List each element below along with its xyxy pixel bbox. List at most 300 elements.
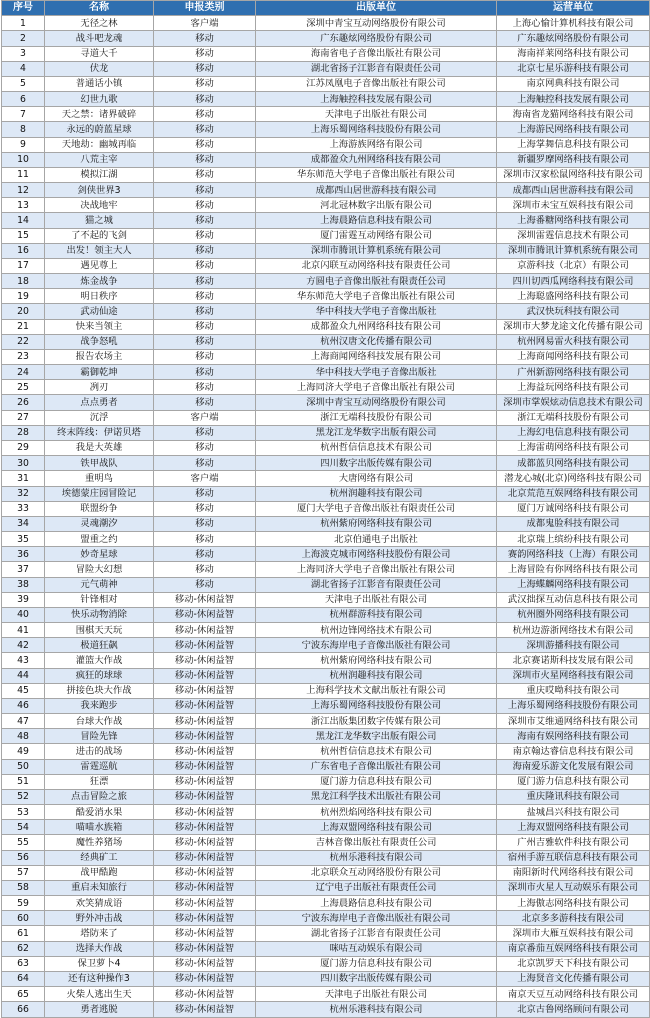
cell-publisher: 北京闪联互动网络科技有限责任公司 (256, 258, 497, 273)
cell-publisher: 广东省电子音像出版社有限公司 (256, 759, 497, 774)
cell-category: 移动 (154, 456, 256, 471)
cell-publisher: 天津电子出版社有限公司 (256, 107, 497, 122)
cell-index: 19 (2, 289, 45, 304)
cell-name: 剑侠世界3 (45, 183, 154, 198)
cell-index: 30 (2, 456, 45, 471)
cell-category: 移动 (154, 258, 256, 273)
cell-name: 伏龙 (45, 61, 154, 76)
cell-name: 出发！领主大人 (45, 243, 154, 258)
cell-index: 18 (2, 274, 45, 289)
cell-name: 决战地牢 (45, 198, 154, 213)
table-row (2, 137, 650, 152)
cell-name: 战争怒吼 (45, 334, 154, 349)
table-row (2, 668, 650, 683)
table-row (2, 319, 650, 334)
cell-index: 15 (2, 228, 45, 243)
cell-name: 永远的蔚蓝星球 (45, 122, 154, 137)
table-row (2, 683, 650, 698)
cell-name: 元气萌神 (45, 577, 154, 592)
cell-index: 62 (2, 941, 45, 956)
cell-index: 48 (2, 729, 45, 744)
cell-operator: 四川切西瓜网络科技有限公司 (497, 274, 650, 289)
cell-operator: 北京七星乐游科技有限公司 (497, 61, 650, 76)
cell-index: 47 (2, 714, 45, 729)
cell-category: 移动-休闲益智 (154, 668, 256, 683)
cell-operator: 南京天豆互动网络科技有限公司 (497, 987, 650, 1002)
cell-publisher: 杭州哲信信息技术有限公司 (256, 440, 497, 455)
cell-index: 55 (2, 835, 45, 850)
cell-publisher: 广东趣炫网络股份有限公司 (256, 31, 497, 46)
table-row (2, 987, 650, 1002)
cell-category: 移动-休闲益智 (154, 926, 256, 941)
cell-category: 移动-休闲益智 (154, 744, 256, 759)
cell-publisher: 华东师范大学电子音像出版社有限公司 (256, 289, 497, 304)
cell-publisher: 黑龙江龙华数字出版有限公司 (256, 425, 497, 440)
cell-publisher: 上海晨路信息科技有限公司 (256, 896, 497, 911)
cell-operator: 潜龙心城(北京)网络科技有限公司 (497, 471, 650, 486)
cell-publisher: 杭州哲信信息技术有限公司 (256, 744, 497, 759)
cell-name: 喵喵水族箱 (45, 820, 154, 835)
table-row (2, 577, 650, 592)
cell-index: 36 (2, 547, 45, 562)
table-row (2, 714, 650, 729)
cell-name: 霸御乾坤 (45, 365, 154, 380)
cell-publisher: 上海商闻网络科技发展有限公司 (256, 349, 497, 364)
cell-publisher: 深圳中青宝互动网络股份有限公司 (256, 395, 497, 410)
table-row (2, 698, 650, 713)
cell-index: 11 (2, 167, 45, 182)
cell-category: 移动-休闲益智 (154, 1002, 256, 1017)
cell-name: 埃德蒙庄园冒险记 (45, 486, 154, 501)
cell-category: 移动-休闲益智 (154, 607, 256, 622)
cell-operator: 海南省龙猫网络科技有限公司 (497, 107, 650, 122)
cell-publisher: 成都盈众九州网络科技有限公司 (256, 319, 497, 334)
cell-category: 移动 (154, 213, 256, 228)
cell-operator: 上海游民网络科技有限公司 (497, 122, 650, 137)
cell-operator: 南京翰达睿信息科技有限公司 (497, 744, 650, 759)
cell-publisher: 黑龙江龙华数字出版有限公司 (256, 729, 497, 744)
cell-operator: 新疆罗摩网络科技有限公司 (497, 152, 650, 167)
cell-operator: 北京荒范互娱网络科技有限公司 (497, 486, 650, 501)
cell-name: 魔性养猪场 (45, 835, 154, 850)
cell-publisher: 华中科技大学电子音像出版社 (256, 304, 497, 319)
cell-operator: 上海幻电信息科技有限公司 (497, 425, 650, 440)
cell-index: 45 (2, 683, 45, 698)
cell-index: 44 (2, 668, 45, 683)
cell-name: 台球大作战 (45, 714, 154, 729)
cell-category: 移动 (154, 137, 256, 152)
cell-operator: 北京多多游科技有限公司 (497, 911, 650, 926)
cell-index: 63 (2, 956, 45, 971)
header-operator: 运营单位 (497, 1, 650, 16)
table-row (2, 729, 650, 744)
header-category: 申报类别 (154, 1, 256, 16)
table-row (2, 941, 650, 956)
cell-category: 移动 (154, 440, 256, 455)
cell-category: 移动 (154, 289, 256, 304)
cell-category: 移动 (154, 183, 256, 198)
cell-category: 移动 (154, 243, 256, 258)
cell-publisher: 杭州群游科技有限公司 (256, 607, 497, 622)
cell-category: 移动 (154, 516, 256, 531)
cell-operator: 武汉快玩科技有限公司 (497, 304, 650, 319)
cell-publisher: 厦门游力信息科技有限公司 (256, 956, 497, 971)
cell-category: 移动 (154, 92, 256, 107)
cell-index: 40 (2, 607, 45, 622)
cell-category: 移动 (154, 319, 256, 334)
cell-publisher: 上海同济大学电子音像出版社有限公司 (256, 562, 497, 577)
table-row (2, 592, 650, 607)
cell-operator: 深圳雷霆信息技术有限公司 (497, 228, 650, 243)
cell-publisher: 华东师范大学电子音像出版社有限公司 (256, 167, 497, 182)
cell-category: 移动-休闲益智 (154, 789, 256, 804)
cell-operator: 武汉拙探互动信息科技有限公司 (497, 592, 650, 607)
cell-category: 移动-休闲益智 (154, 653, 256, 668)
cell-index: 13 (2, 198, 45, 213)
cell-category: 移动-休闲益智 (154, 972, 256, 987)
cell-index: 23 (2, 349, 45, 364)
cell-category: 移动 (154, 334, 256, 349)
cell-index: 64 (2, 972, 45, 987)
cell-index: 26 (2, 395, 45, 410)
cell-category: 移动 (154, 380, 256, 395)
cell-publisher: 宁波东海岸电子音像出版社有限公司 (256, 638, 497, 653)
table-row (2, 896, 650, 911)
cell-publisher: 四川数字出版传媒有限公司 (256, 972, 497, 987)
cell-publisher: 深圳市腾讯计算机系统有限公司 (256, 243, 497, 258)
cell-publisher: 海南省电子音像出版社有限公司 (256, 46, 497, 61)
table-row (2, 349, 650, 364)
cell-name: 保卫萝卜4 (45, 956, 154, 971)
cell-index: 39 (2, 592, 45, 607)
cell-index: 58 (2, 880, 45, 895)
cell-name: 终末阵线：伊诺贝塔 (45, 425, 154, 440)
cell-operator: 深圳市艾维通网络科技有限公司 (497, 714, 650, 729)
cell-operator: 深圳市腾讯计算机系统有限公司 (497, 243, 650, 258)
cell-publisher: 杭州乐港科技有限公司 (256, 850, 497, 865)
cell-category: 移动-休闲益智 (154, 638, 256, 653)
cell-publisher: 湖北省扬子江影音有限责任公司 (256, 61, 497, 76)
cell-category: 移动 (154, 486, 256, 501)
table-row (2, 213, 650, 228)
cell-publisher: 黑龙江科学技术出版社有限公司 (256, 789, 497, 804)
cell-name: 选择大作战 (45, 941, 154, 956)
cell-category: 移动-休闲益智 (154, 698, 256, 713)
cell-index: 24 (2, 365, 45, 380)
cell-category: 移动 (154, 532, 256, 547)
cell-index: 46 (2, 698, 45, 713)
header-name: 名称 (45, 1, 154, 16)
cell-operator: 重庆隆讯科技有限公司 (497, 789, 650, 804)
cell-name: 猫之城 (45, 213, 154, 228)
cell-index: 2 (2, 31, 45, 46)
cell-name: 天之禁：诸界破碎 (45, 107, 154, 122)
cell-index: 20 (2, 304, 45, 319)
cell-category: 移动 (154, 122, 256, 137)
cell-index: 25 (2, 380, 45, 395)
cell-operator: 广州新游网络科技有限公司 (497, 365, 650, 380)
cell-operator: 宿州手游互联信息科技有限公司 (497, 850, 650, 865)
table-row (2, 304, 650, 319)
cell-publisher: 河北冠林数字出版有限公司 (256, 198, 497, 213)
cell-publisher: 上海双盟网络科技有限公司 (256, 820, 497, 835)
cell-category: 移动-休闲益智 (154, 683, 256, 698)
cell-publisher: 杭州边锋网络技术有限公司 (256, 623, 497, 638)
cell-name: 幻世九歌 (45, 92, 154, 107)
cell-operator: 京游科技（北京）有限公司 (497, 258, 650, 273)
cell-index: 4 (2, 61, 45, 76)
cell-publisher: 杭州紫府网络科技有限公司 (256, 516, 497, 531)
cell-operator: 成都西山居世游科技有限公司 (497, 183, 650, 198)
cell-index: 9 (2, 137, 45, 152)
cell-operator: 南阳新时代网络科技有限公司 (497, 865, 650, 880)
cell-name: 拼接色块大作战 (45, 683, 154, 698)
table-row (2, 805, 650, 820)
table-row (2, 152, 650, 167)
cell-name: 灵魂潮汐 (45, 516, 154, 531)
header-publisher: 出版单位 (256, 1, 497, 16)
cell-category: 移动 (154, 46, 256, 61)
cell-publisher: 浙江出版集团数字传媒有限公司 (256, 714, 497, 729)
table-row (2, 759, 650, 774)
cell-publisher: 成都西山居世游科技有限公司 (256, 183, 497, 198)
cell-name: 明日秩序 (45, 289, 154, 304)
cell-index: 33 (2, 501, 45, 516)
table-row (2, 653, 650, 668)
cell-name: 冽刃 (45, 380, 154, 395)
table-row (2, 440, 650, 455)
table-row (2, 107, 650, 122)
cell-operator: 上海掌舞信息科技有限公司 (497, 137, 650, 152)
cell-name: 无径之林 (45, 16, 154, 31)
cell-operator: 上海贤音文化传播有限公司 (497, 972, 650, 987)
cell-operator: 上海傲志网络科技有限公司 (497, 896, 650, 911)
cell-index: 51 (2, 774, 45, 789)
cell-category: 移动-休闲益智 (154, 623, 256, 638)
table-row (2, 562, 650, 577)
cell-operator: 上海心愉计算机科技有限公司 (497, 16, 650, 31)
cell-operator: 上海雷萌网络科技有限公司 (497, 440, 650, 455)
cell-category: 移动-休闲益智 (154, 896, 256, 911)
cell-category: 移动-休闲益智 (154, 880, 256, 895)
cell-publisher: 大唐网络有限公司 (256, 471, 497, 486)
cell-operator: 浙江无端科技股份有限公司 (497, 410, 650, 425)
cell-publisher: 上海乐蜀网络科技股份有限公司 (256, 698, 497, 713)
cell-publisher: 杭州紫府网络科技有限公司 (256, 653, 497, 668)
cell-name: 冒险先锋 (45, 729, 154, 744)
cell-category: 移动 (154, 107, 256, 122)
cell-publisher: 上海游族网络有限公司 (256, 137, 497, 152)
cell-name: 普通话小镇 (45, 76, 154, 91)
cell-category: 移动 (154, 395, 256, 410)
cell-name: 酷爱消水果 (45, 805, 154, 820)
table-row (2, 167, 650, 182)
cell-name: 报告农场主 (45, 349, 154, 364)
cell-operator: 广州吉雅软件科技有限公司 (497, 835, 650, 850)
cell-index: 14 (2, 213, 45, 228)
cell-publisher: 深圳中青宝互动网络股份有限公司 (256, 16, 497, 31)
cell-name: 联盟纷争 (45, 501, 154, 516)
cell-operator: 北京瑞上缤纷科技有限公司 (497, 532, 650, 547)
table-row (2, 243, 650, 258)
cell-operator: 海南祥莱网络科技有限公司 (497, 46, 650, 61)
table-row (2, 532, 650, 547)
cell-name: 火柴人逃出生天 (45, 987, 154, 1002)
cell-operator: 南京番茄互娱网络科技有限公司 (497, 941, 650, 956)
cell-operator: 厦门万诚网络科技有限公司 (497, 501, 650, 516)
header-row (2, 1, 650, 16)
cell-index: 29 (2, 440, 45, 455)
cell-publisher: 湖北省扬子江影音有限责任公司 (256, 926, 497, 941)
cell-name: 还有这种操作3 (45, 972, 154, 987)
cell-index: 6 (2, 92, 45, 107)
cell-publisher: 上海科学技术文献出版社有限公司 (256, 683, 497, 698)
cell-index: 38 (2, 577, 45, 592)
game-approval-table (1, 0, 650, 1018)
cell-category: 移动 (154, 577, 256, 592)
cell-operator: 南京网典科技有限公司 (497, 76, 650, 91)
cell-publisher: 浙江无端科技股份有限公司 (256, 410, 497, 425)
table-row (2, 61, 650, 76)
cell-index: 1 (2, 16, 45, 31)
cell-category: 移动-休闲益智 (154, 820, 256, 835)
cell-name: 重明鸟 (45, 471, 154, 486)
table-row (2, 850, 650, 865)
cell-name: 我来跑步 (45, 698, 154, 713)
cell-name: 雷霆巡航 (45, 759, 154, 774)
cell-index: 12 (2, 183, 45, 198)
cell-publisher: 杭州润趣科技有限公司 (256, 668, 497, 683)
cell-index: 54 (2, 820, 45, 835)
cell-name: 快乐动物消除 (45, 607, 154, 622)
cell-name: 欢笑猜成语 (45, 896, 154, 911)
cell-index: 56 (2, 850, 45, 865)
cell-publisher: 天津电子出版社有限公司 (256, 987, 497, 1002)
cell-name: 进击的战场 (45, 744, 154, 759)
cell-name: 了不起的飞剑 (45, 228, 154, 243)
table-row (2, 92, 650, 107)
cell-name: 极道狂飙 (45, 638, 154, 653)
cell-index: 66 (2, 1002, 45, 1017)
table-row (2, 638, 650, 653)
cell-operator: 深圳市大梦龙途文化传播有限公司 (497, 319, 650, 334)
cell-index: 16 (2, 243, 45, 258)
table-row (2, 122, 650, 137)
table-row (2, 926, 650, 941)
cell-publisher: 方圆电子音像出版社有限责任公司 (256, 274, 497, 289)
cell-name: 遇见尊上 (45, 258, 154, 273)
table-row (2, 410, 650, 425)
table-row (2, 334, 650, 349)
cell-operator: 杭州边游浙网络技术有限公司 (497, 623, 650, 638)
cell-name: 快来当领主 (45, 319, 154, 334)
cell-operator: 厦门游力信息科技有限公司 (497, 774, 650, 789)
cell-publisher: 上海触控科技发展有限公司 (256, 92, 497, 107)
cell-category: 移动 (154, 365, 256, 380)
table-row (2, 820, 650, 835)
cell-index: 43 (2, 653, 45, 668)
cell-category: 移动 (154, 152, 256, 167)
cell-operator: 上海益玩网络科技有限公司 (497, 380, 650, 395)
table-row (2, 289, 650, 304)
table-row (2, 623, 650, 638)
cell-category: 移动-休闲益智 (154, 714, 256, 729)
cell-name: 点击冒险之旅 (45, 789, 154, 804)
cell-operator: 上海乐蜀网络科技股份有限公司 (497, 698, 650, 713)
cell-publisher: 杭州汉唐文化传播有限公司 (256, 334, 497, 349)
cell-index: 60 (2, 911, 45, 926)
cell-index: 21 (2, 319, 45, 334)
cell-category: 移动-休闲益智 (154, 729, 256, 744)
cell-publisher: 北京联众互动网络股份有限公司 (256, 865, 497, 880)
table-row (2, 865, 650, 880)
table-row (2, 46, 650, 61)
cell-name: 勇者逃脱 (45, 1002, 154, 1017)
cell-index: 7 (2, 107, 45, 122)
cell-operator: 北京赛诺斯科技发展有限公司 (497, 653, 650, 668)
table-row (2, 183, 650, 198)
cell-category: 移动 (154, 274, 256, 289)
cell-operator: 北京凯罗天下科技有限公司 (497, 956, 650, 971)
cell-index: 37 (2, 562, 45, 577)
cell-category: 移动-休闲益智 (154, 592, 256, 607)
cell-name: 盟重之约 (45, 532, 154, 547)
table-row (2, 956, 650, 971)
cell-name: 沉浮 (45, 410, 154, 425)
cell-operator: 深圳市汉家松鼠网络科技有限公司 (497, 167, 650, 182)
cell-operator: 盐城昌兴科技有限公司 (497, 805, 650, 820)
cell-name: 妙奇星球 (45, 547, 154, 562)
cell-index: 61 (2, 926, 45, 941)
cell-name: 战斗吧龙魂 (45, 31, 154, 46)
cell-name: 我是大英雄 (45, 440, 154, 455)
cell-category: 移动 (154, 61, 256, 76)
cell-category: 移动 (154, 167, 256, 182)
table-row (2, 547, 650, 562)
cell-name: 野外冲击战 (45, 911, 154, 926)
cell-operator: 杭州网易雷火科技有限公司 (497, 334, 650, 349)
cell-name: 疯狂的球球 (45, 668, 154, 683)
cell-name: 武动仙途 (45, 304, 154, 319)
cell-index: 59 (2, 896, 45, 911)
cell-category: 移动 (154, 198, 256, 213)
cell-name: 八荒主宰 (45, 152, 154, 167)
cell-index: 22 (2, 334, 45, 349)
cell-operator: 赛韵网络科技（上海）有限公司 (497, 547, 650, 562)
table-row (2, 607, 650, 622)
cell-name: 重启未知旅行 (45, 880, 154, 895)
cell-index: 8 (2, 122, 45, 137)
cell-operator: 北京古鲁网络顾问有限公司 (497, 1002, 650, 1017)
cell-operator: 深圳市火星网络科技有限公司 (497, 668, 650, 683)
cell-publisher: 四川数字出版传媒有限公司 (256, 456, 497, 471)
cell-operator: 成都蓝贝网络科技有限公司 (497, 456, 650, 471)
cell-publisher: 杭州乐港科技有限公司 (256, 1002, 497, 1017)
table-row (2, 972, 650, 987)
table-row (2, 274, 650, 289)
cell-publisher: 天津电子出版社有限公司 (256, 592, 497, 607)
cell-operator: 成都鬼脸科技有限公司 (497, 516, 650, 531)
cell-index: 5 (2, 76, 45, 91)
cell-publisher: 北京伯通电子出版社 (256, 532, 497, 547)
cell-index: 49 (2, 744, 45, 759)
cell-publisher: 上海同济大学电子音像出版社有限公司 (256, 380, 497, 395)
cell-name: 炼金战争 (45, 274, 154, 289)
table-row (2, 789, 650, 804)
cell-category: 客户端 (154, 471, 256, 486)
cell-index: 57 (2, 865, 45, 880)
cell-name: 寻道大千 (45, 46, 154, 61)
